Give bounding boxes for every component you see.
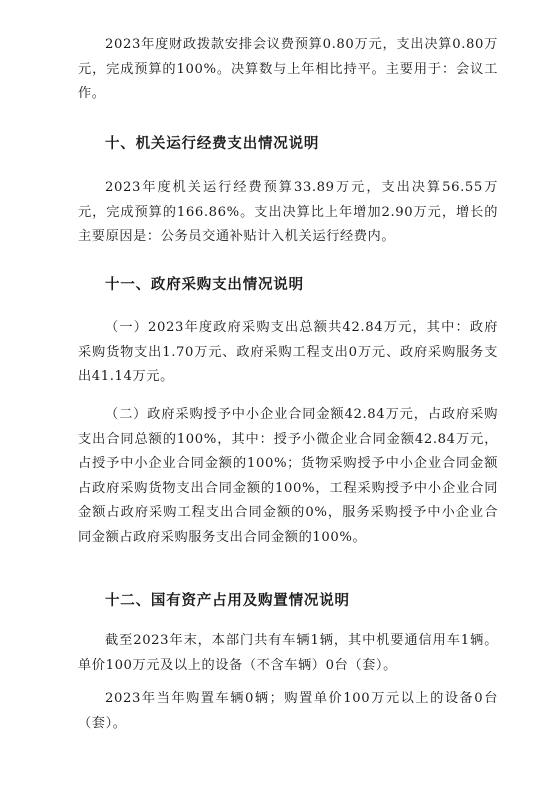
section-11-paragraph-2: （二）政府采购授予中小企业合同金额42.84万元，占政府采购支出合同总额的100%，其中：授予小微企业合同金额42.84万元，占授予中小企业合同金额的100%；货物采购授予中小企业合同金额占政府采购货物支出合同金额的100%，工程采购授予中小企业合同金额占政府采购工程支出合同金额的0%，服务采购授予中小企业合同金额占政府采购服务支出合同金额的100%。 (78, 407, 498, 545)
section-11-paragraph-1: （一）2023年度政府采购支出总额共42.84万元，其中：政府采购货物支出1.70万元、政府采购工程支出0万元、政府采购服务支出41.14万元。 (78, 320, 498, 384)
meeting-expense-paragraph: 2023年度财政拨款安排会议费预算0.80万元，支出决算0.80万元，完成预算的100%。决算数与上年相比持平。主要用于：会议工作。 (78, 37, 498, 101)
section-10-heading: 十、机关运行经费支出情况说明 (105, 136, 320, 152)
section-12-paragraph-1: 截至2023年末，本部门共有车辆1辆，其中机要通信用车1辆。单价100万元及以上的设备（不含车辆）0台（套）。 (78, 633, 498, 673)
section-12-heading: 十二、国有资产占用及购置情况说明 (105, 593, 350, 609)
section-11-heading: 十一、政府采购支出情况说明 (105, 277, 304, 293)
section-12-paragraph-2: 2023年当年购置车辆0辆；购置单价100万元以上的设备0台（套）。 (78, 691, 498, 731)
section-10-paragraph: 2023年度机关运行经费预算33.89万元，支出决算56.55万元，完成预算的166.86%。支出决算比上年增加2.90万元，增长的主要原因是：公务员交通补贴计入机关运行经费内。 (78, 180, 498, 244)
